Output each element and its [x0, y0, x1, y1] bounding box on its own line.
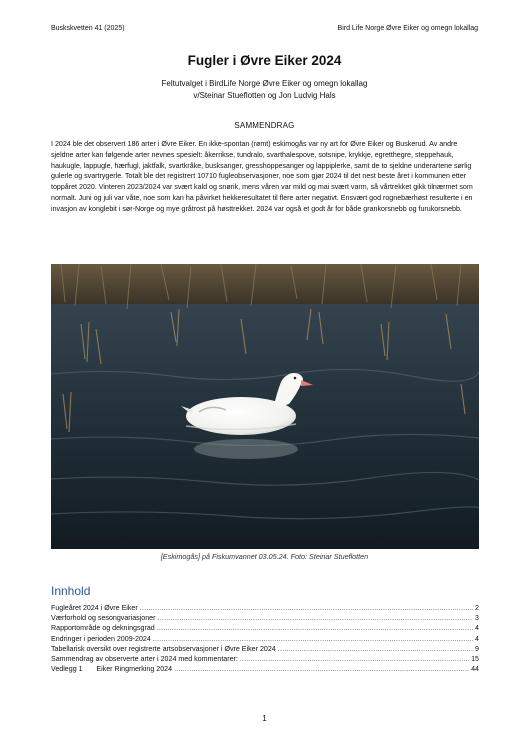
toc-entry-page: 15: [471, 654, 479, 663]
toc-leader-dots: [278, 644, 473, 654]
toc-entry-page: 44: [471, 665, 479, 674]
page-number: 1: [262, 714, 267, 723]
toc-entry-label: Tabellarisk oversikt over registrerte artsobservasjoner i Øvre Eiker 2024: [51, 644, 276, 653]
toc-entry-label: Fugleåret 2024 i Øvre Eiker: [51, 604, 138, 612]
toc-entry[interactable]: [51, 634, 479, 644]
toc-entry[interactable]: [51, 623, 479, 633]
photo-illustration: [51, 264, 479, 549]
running-header-right: Bird Life Norge Øvre Eiker og omegn lokallag: [337, 25, 478, 32]
article-subtitle-org: Feltutvalget i BirdLife Norge Øvre Eiker og omegn lokallag: [161, 79, 368, 88]
summary-paragraph: I 2024 ble det observert 186 arter i Øvre Eiker. En ikke-spontan (rømt) eskimogås var ny art for Øvre Eiker og Buskerud. Av andre sjeldne arter kan følgende arter nevnes spesielt: åkerrikse, tundralo, svarthalespove, sotsnipe, krykkje, egretthegre, steppehauk, haukugle, lappugle, hærfugl, jaktfalk, svartkråke, busksanger, gresshoppesanger og lappiplerke, samt de to sjeldne underartene sørlig gulerle og svartrygerle. Totalt ble det registrert 10710 fugleobservasjoner, noe som gjør 2024 til det nest beste året i kommunen etter toppåret 2020. Vinteren 2023/2024 var svært kald og snørik, mens våren var mild og mai svært varm, så vårtrekket gikk tilnærmet som normalt. Juni og juli var våte, noe som kan ha påvirket hekkeresultatet til flere arter negativt. Ensvært god rognebærhøst resulterte i en invasjon av konglebit i sør-Norge og mye gråtrost på høsttrekket. 2024 var også et godt år for både grankorsnebb og furukorsnebb.: [51, 140, 473, 213]
toc-leader-dots: [240, 654, 469, 664]
toc-entry-label: Vedlegg 1 Eiker Ringmerking 2024: [51, 665, 173, 674]
toc-leader-dots: [153, 634, 473, 644]
toc-leader-dots: [157, 623, 473, 633]
toc-leader-dots: [158, 613, 474, 623]
toc-entry[interactable]: [51, 644, 479, 654]
toc-entry[interactable]: [51, 654, 479, 664]
toc-leader-dots: [174, 664, 469, 674]
toc-entry-page: 4: [475, 634, 479, 643]
toc-entry-label: Rapportområde og dekningsgrad: [51, 624, 155, 633]
table-of-contents: [51, 603, 479, 674]
toc-leader-dots: [140, 603, 473, 613]
article-title: Fugler i Øvre Eiker 2024: [187, 53, 342, 68]
toc-entry-page: 4: [475, 624, 479, 633]
running-header-left: Buskskvetten 41 (2025): [51, 25, 125, 32]
summary-heading: SAMMENDRAG: [234, 121, 295, 130]
toc-entry-page: 3: [475, 614, 479, 623]
article-authors: v/Steinar Stueflotten og Jon Ludvig Hals: [193, 91, 336, 100]
toc-heading: Innhold: [51, 584, 91, 598]
toc-entry[interactable]: [51, 613, 479, 623]
toc-entry-page: 2: [475, 604, 479, 612]
toc-entry-label: Endringer i perioden 2009-2024: [51, 634, 151, 643]
toc-entry[interactable]: [51, 603, 479, 613]
toc-entry[interactable]: [51, 664, 479, 674]
toc-entry-label: Sammendrag av observerte arter i 2024 med kommentarer:: [51, 654, 238, 663]
snow-goose-photo: [51, 264, 479, 549]
toc-entry-label: Værforhold og sesongvariasjoner: [51, 614, 156, 623]
toc-entry-page: 9: [475, 644, 479, 653]
photo-caption: [Eskimogås] på Fiskumvannet 03.05.24. Foto: Steinar Stueflotten: [160, 552, 369, 561]
